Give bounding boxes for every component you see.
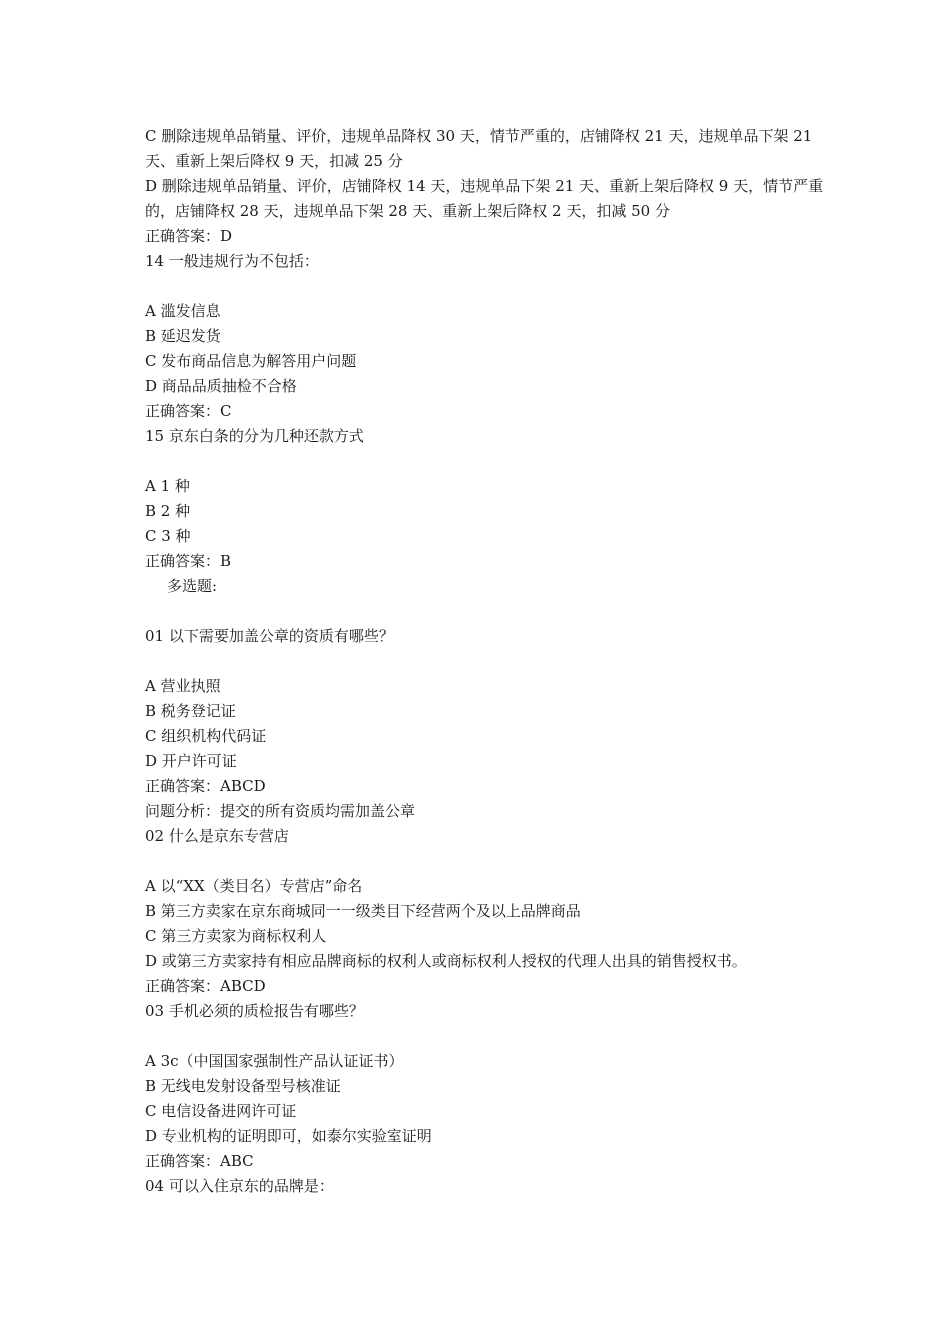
- spacer: [145, 449, 825, 474]
- spacer: [145, 649, 825, 674]
- m04-question: 04 可以入住京东的品牌是：: [145, 1177, 334, 1195]
- q14-option-d: D 商品品质抽检不合格: [145, 377, 297, 395]
- spacer: [145, 274, 825, 299]
- m02-option-d: D 或第三方卖家持有相应品牌商标的权利人或商标权利人授权的代理人出具的销售授权书。: [145, 952, 747, 970]
- q14-answer: 正确答案：C: [145, 402, 232, 420]
- m02-answer: 正确答案：ABCD: [145, 977, 266, 995]
- q15-answer: 正确答案：B: [145, 552, 232, 570]
- q14-option-b: B 延迟发货: [145, 327, 221, 345]
- spacer: [145, 1024, 825, 1049]
- m02-option-a: A 以“XX（类目名）专营店”命名: [145, 877, 363, 895]
- q13-option-d: D 删除违规单品销量、评价，店铺降权 14 天，违规单品下架 21 天、重新上架后降权 9 天，情节严重的，店铺降权 28 天，违规单品下架 28 天、重新上架后降权 2 天，扣减 50 分: [145, 177, 824, 220]
- q15-option-b: B 2 种: [145, 502, 191, 520]
- m02-option-b: B 第三方卖家在京东商城同一一级类目下经营两个及以上品牌商品: [145, 902, 581, 920]
- m03-question: 03 手机必须的质检报告有哪些？: [145, 1002, 364, 1020]
- m01-answer: 正确答案：ABCD: [145, 777, 266, 795]
- q13-option-c: C 删除违规单品销量、评价，违规单品降权 30 天，情节严重的，店铺降权 21 天，违规单品下架 21 天、重新上架后降权 9 天，扣减 25 分: [145, 127, 813, 170]
- spacer: [145, 849, 825, 874]
- document-body: [145, 124, 825, 1199]
- q15-option-c: C 3 种: [145, 527, 191, 545]
- m03-option-b: B 无线电发射设备型号核准证: [145, 1077, 341, 1095]
- m02-option-c: C 第三方卖家为商标权利人: [145, 927, 327, 945]
- m01-question: 01 以下需要加盖公章的资质有哪些？: [145, 627, 394, 645]
- m01-analysis: 问题分析：提交的所有资质均需加盖公章: [145, 802, 416, 820]
- m03-option-d: D 专业机构的证明即可，如泰尔实验室证明: [145, 1127, 432, 1145]
- m01-option-c: C 组织机构代码证: [145, 727, 267, 745]
- q14-question: 14 一般违规行为不包括：: [145, 252, 319, 270]
- m01-option-d: D 开户许可证: [145, 752, 237, 770]
- m01-option-a: A 营业执照: [145, 677, 221, 695]
- q15-question: 15 京东白条的分为几种还款方式: [145, 427, 364, 445]
- m01-option-b: B 税务登记证: [145, 702, 236, 720]
- section-heading-multiple-choice: 多选题:: [167, 577, 218, 595]
- q14-option-c: C 发布商品信息为解答用户问题: [145, 352, 357, 370]
- m03-option-c: C 电信设备进网许可证: [145, 1102, 297, 1120]
- q14-option-a: A 滥发信息: [145, 302, 221, 320]
- q13-answer: 正确答案：D: [145, 227, 233, 245]
- m02-question: 02 什么是京东专营店: [145, 827, 289, 845]
- spacer: [145, 599, 825, 624]
- q15-option-a: A 1 种: [145, 477, 190, 495]
- m03-answer: 正确答案：ABC: [145, 1152, 254, 1170]
- m03-option-a: A 3c（中国国家强制性产品认证证书）: [145, 1052, 404, 1070]
